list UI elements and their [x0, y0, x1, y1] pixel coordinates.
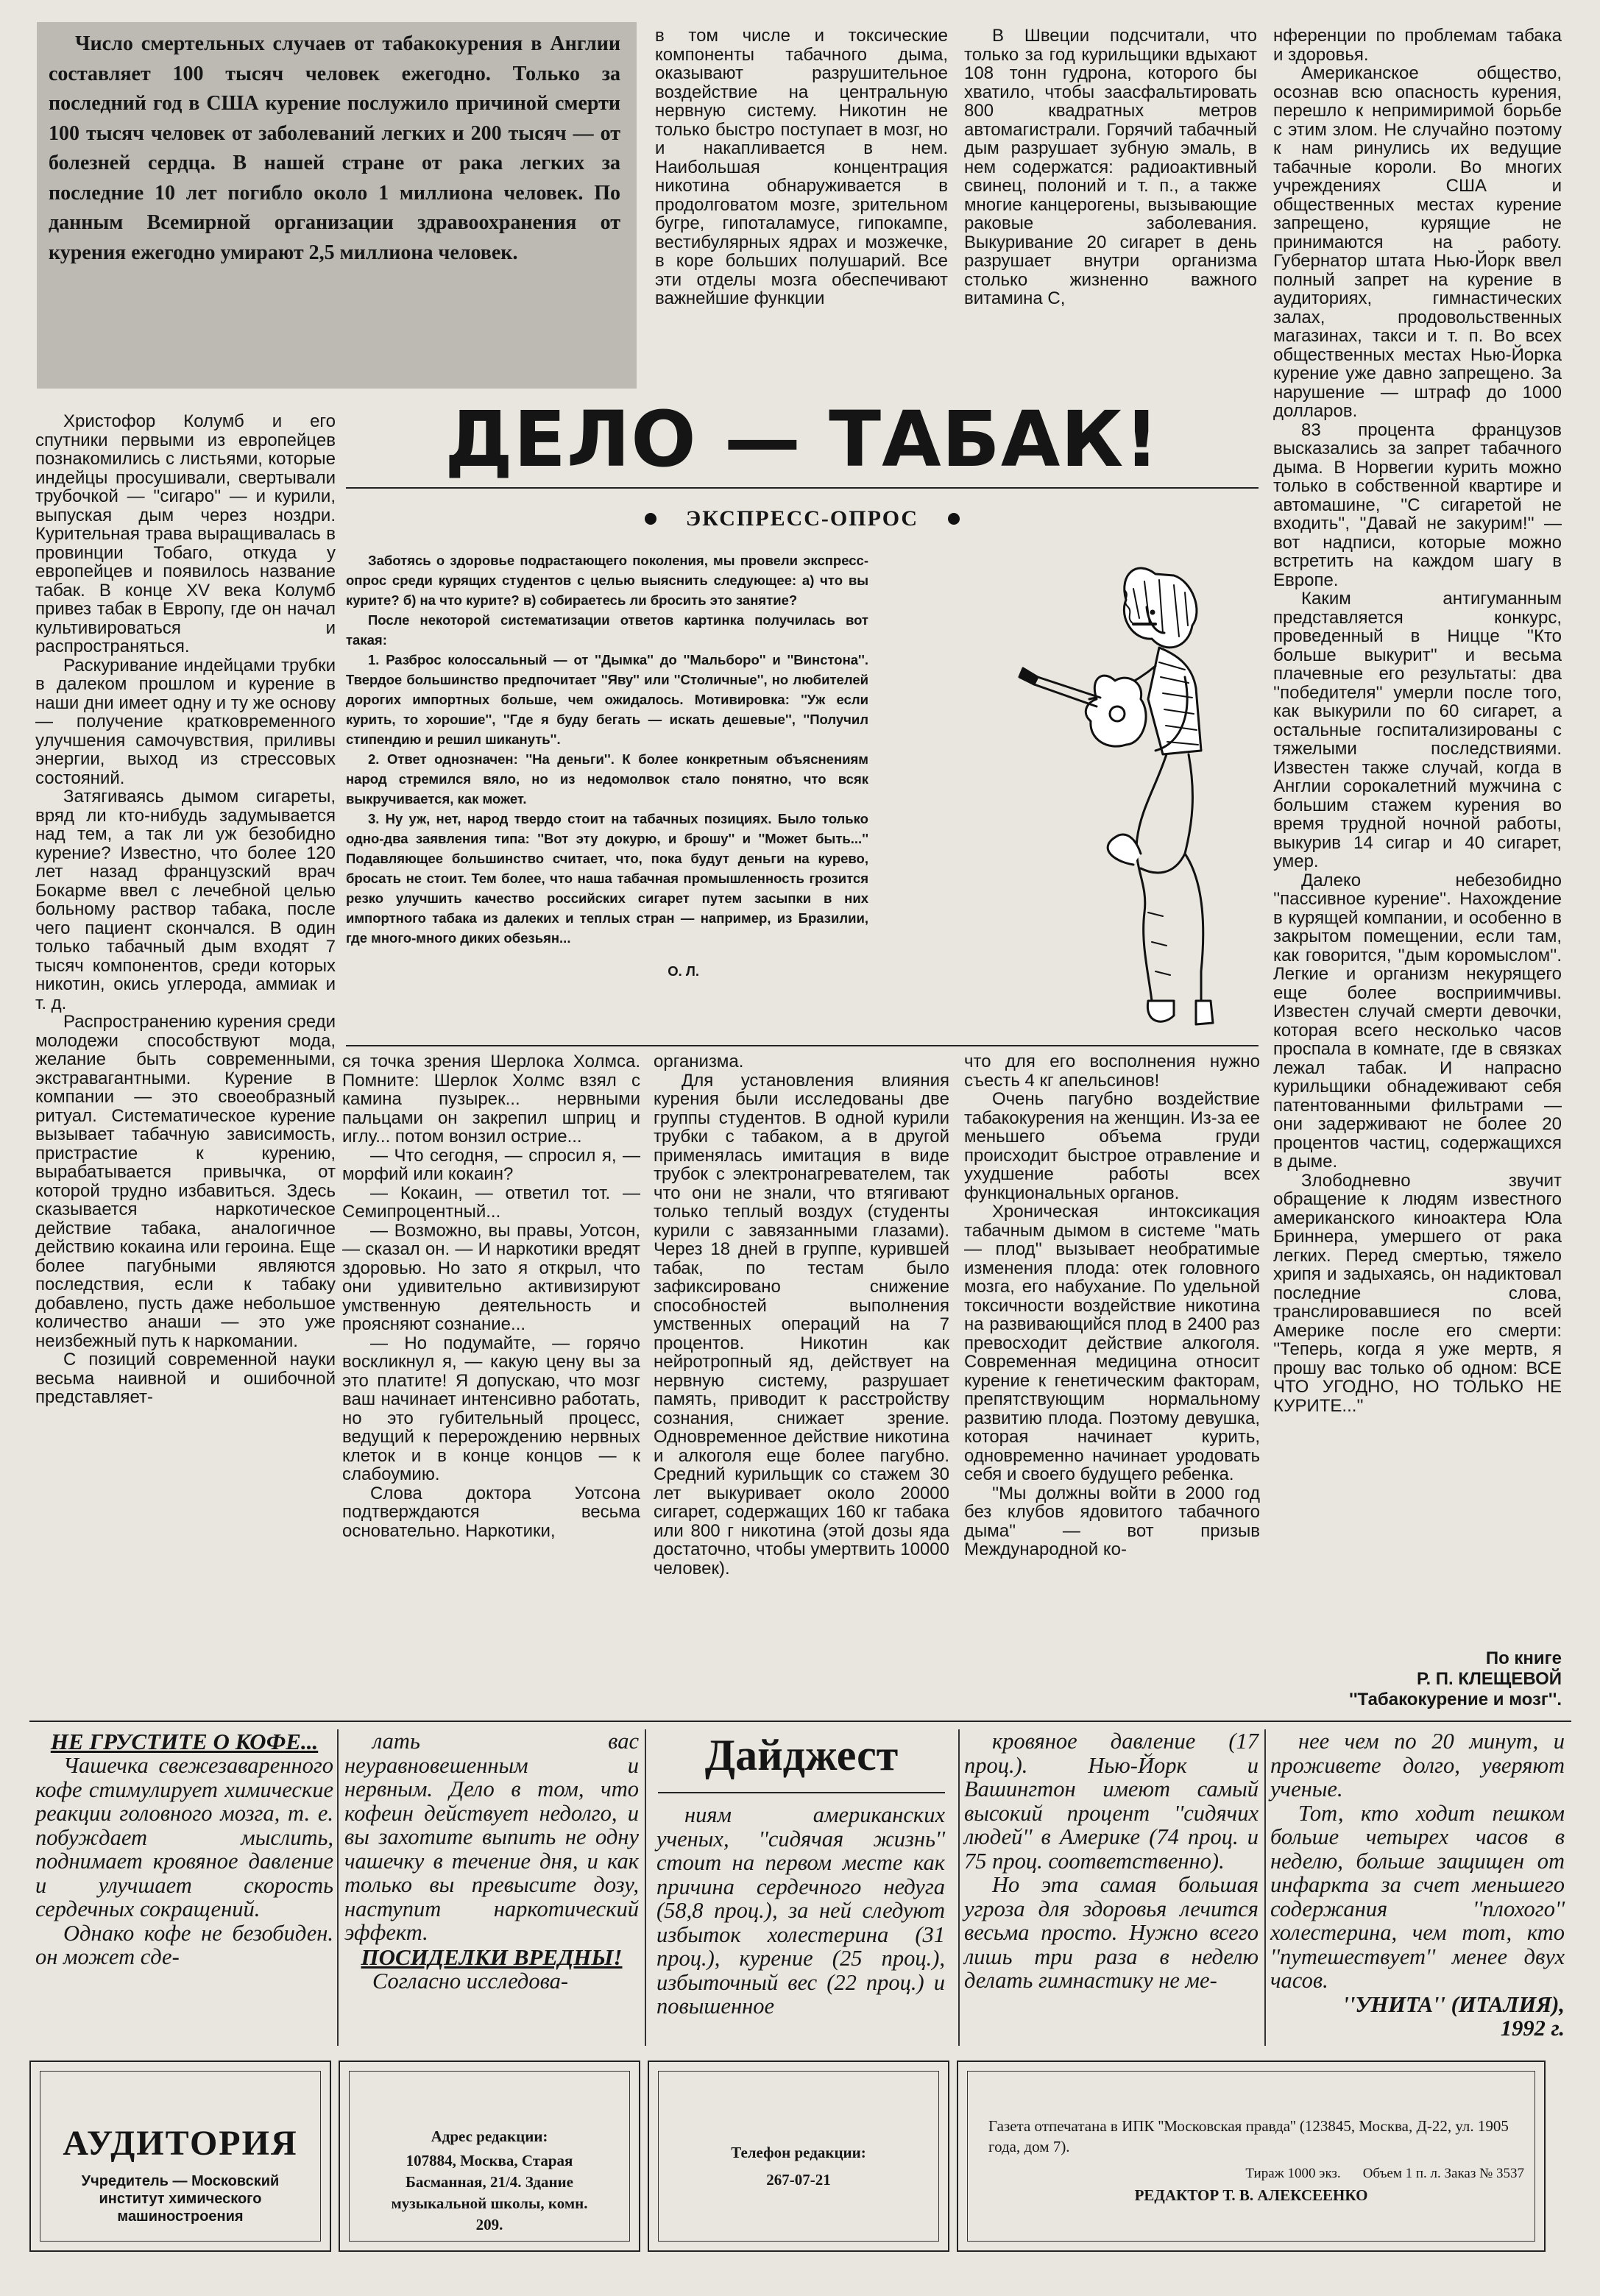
article-paragraph: что для его восполнения нужно съесть 4 кг апельсинов!	[964, 1052, 1260, 1091]
article-paragraph: Хроническая интоксикация табачным дымом в системе ''мать — плод'' вызывает необратимые изменения плода: отек головного мозга, его набухание. По удельной токсичности воздействие никотина на развивающийся плод в 2400 раз превосходит действие алкоголя. Современная медицина относит курение к генетическим факторам, препятствующим нормальному развитию плода. Поэтому девушка, которая начинает курить, одновременно начинает уродовать себя и своего будущего ребенка.	[964, 1202, 1260, 1484]
article-paragraph: Далеко небезобидно ''пассивное курение''. Нахождение в курящей компании, и особенно в закрытом помещении, если там, как говорится, ''дым коромыслом''. Легкие и организм некурящего еще более восприимчивы. Известен случай смерти девочки, которая всего несколько часов проспала в комнате, где в связках лежал табак. И напрасно курильщики обнадеживают себя патентованными фильтрами — они задерживают не более 20 процентов частиц, содержащихся в дыме.	[1273, 870, 1562, 1172]
footer-brand-box	[29, 2061, 331, 2252]
footer-inner-frame	[658, 2071, 939, 2242]
article-paragraph: Христофор Колумб и его спутники первыми из европейцев познакомились с листьями, которые индейцы просушивали, свертывали трубочкой — ''сигаро'' — и курили, выпуская дым через ноздри. Курительная трава выращивалась в провинции Тобаго, откуда у европейцев и появилось название табак. В конце XV века Колумб привез табак в Европу, где он начал культивироваться и распространяться.	[35, 411, 336, 656]
column-mid-2	[342, 1052, 640, 1715]
article-paragraph: Раскуривание индейцами трубки в далеком прошлом и курение в наши дни имеет одну и ту же основу — получение кратковременного улучшения самочувствия, приливы энергии, выход из стрессовых состояний.	[35, 655, 336, 788]
article-paragraph: В Швеции подсчитали, что только за год курильщики вдыхают 108 тонн гудрона, которого бы хватило, чтобы заасфальтировать 800 квадратных метров автомагистрали. Горячий табачный дым разрушает зубную эмаль, в нем содержатся: радиоактивный свинец, полоний и т. п., а также многие канцерогены, вызывающие раковые заболевания. Выкуривание 20 сигарет в день разрушает внутри организма столько жизненно важного витамина С,	[964, 26, 1257, 308]
digest-paragraph: Но эта самая большая угроза для здоровья лечится весьма просто. Нужно всего лишь три раза в неделю делать гимнастику не ме-	[964, 1872, 1259, 1993]
article-paragraph: организма.	[654, 1052, 744, 1071]
bullet-icon	[948, 513, 960, 525]
article-paragraph: нференции по проблемам табака и здоровья.	[1273, 26, 1562, 65]
article-paragraph: — Кокаин, — ответил тот. — Семипроцентный...	[342, 1183, 640, 1222]
article-paragraph: Затягиваясь дымом сигареты, вряд ли кто-нибудь задумывается над тем, а так ли уж безобидно курение? Известно, что более 120 лет назад французский врач Бокарме ввел с лечебной целью больному раствор табака, после чего пациент скончался. В один только табачный дым входят 7 тысяч компонентов, среди которых никотин, окись углерода, аммиак и т. д.	[35, 787, 336, 1013]
digest-column-5	[1270, 1729, 1565, 2046]
source-title: ''Табакокурение и мозг''.	[1349, 1690, 1562, 1709]
column-rule	[1264, 1729, 1266, 2046]
article-paragraph: С позиций современной науки весьма наивной и ошибочной представляет-	[35, 1350, 336, 1407]
circulation: Тираж 1000 экз.	[1245, 2166, 1341, 2181]
digest-column-1	[35, 1729, 333, 2046]
source-line: По книге	[1485, 1648, 1562, 1668]
circulation-row	[968, 2166, 1524, 2182]
column-top-3	[964, 26, 1257, 387]
digest-paragraph: Чашечка свежезаваренного кофе стимулирует химические реакции головного мозга, т. е. побуждает мыслить, поднимает кровяное давление и улучшает скорость сердечных сокращений.	[35, 1753, 333, 1921]
footer-inner-frame	[40, 2071, 321, 2242]
page-headline: ДЕЛО — ТАБАК!	[445, 394, 1160, 484]
article-paragraph: — Возможно, вы правы, Уотсон, — сказал он. — И наркотики вредят здоровью. Но зато я открыл, что они удивительно активизируют умственную деятельность и проясняют сознание...	[342, 1220, 640, 1334]
digest-paragraph: кровяное давление (17 проц.). Нью-Йорк и Вашингтон имеют самый высокий процент ''сидячих людей'' в Америке (74 проц. и 75 проц. соответственно).	[964, 1729, 1259, 1874]
article-paragraph: Для установления влияния курения были исследованы две группы студентов. В одной курили трубки с табаком, а в другой применялась имитация в виде трубок с электронагревателем, так что они не знали, что втягивают только теплый воздух (студенты курили с завязанными глазами). Через 18 дней в группе, курившей табак, по тестам было зафиксировано снижение способностей выполнения умственных операций на 7 процентов. Никотин как нейротропный яд, действует на нервную систему, разрушает память, приводит к расстройству сознания, снижает зрение. Одновременное действие никотина и алкоголя еще более пагубно. Средний курильщик со стажем 30 лет выкуривает около 20000 сигарет, содержащих 160 кг табака или 800 г никотина (этой дозы яда достаточно, чтобы умертвить 10000 человек).	[654, 1070, 949, 1578]
digest-heading: НЕ ГРУСТИТЕ О КОФЕ...	[50, 1729, 319, 1754]
survey-paragraph: 1. Разброс колоссальный — от ''Дымка'' до ''Мальборо'' и ''Винстона''. Твердое большинство предпочитает ''Яву'' или ''Столичные'', но любителей дорогих импортных больше, чем ожидалось. Мотивировка: ''Уж если курить, то хорошие'', ''Где я буду бегать — искать дешевые'', ''Получил стипендию и решил шикануть''.	[346, 652, 868, 747]
footer-address-box	[339, 2061, 640, 2252]
express-survey-text	[346, 550, 868, 1036]
footer-inner-frame	[967, 2071, 1535, 2242]
digest-paragraph: Согласно исследова-	[372, 1968, 569, 1994]
article-paragraph: в том числе и токсические компоненты табачного дыма, оказывают разрушительное воздействие на центральную нервную систему. Никотин не только быстро поступает в мозг, но и накапливается в нем. Наибольшая концентрация никотина обнаруживается в продолговатом мозге, зрительном бугре, гипоталамусе, гипокампе, вестибулярных ядрах и мозжечке, в коре больших полушарий. Все эти отделы мозга обеспечивают важнейшие функции	[655, 26, 948, 308]
divider	[346, 1045, 1259, 1046]
address-label: Адрес редакции:	[431, 2127, 548, 2145]
article-paragraph: Слова доктора Уотсона подтверждаются весьма основательно. Наркотики,	[342, 1483, 640, 1541]
section-title: ЭКСПРЕСС-ОПРОС	[685, 506, 919, 531]
digest-paragraph: лать вас неуравновешенным и нервным. Дело в том, что кофеин действует недолго, и вы захотите выпить не одну чашечку в течение дня, и как только вы превысите дозу, наступит наркотический эффект.	[344, 1729, 639, 1945]
article-paragraph: — Но подумайте, — горячо воскликнул я, — какую цену вы за это платите! Я допускаю, что мозг ваш начинает интенсивно работать, но это губительный процесс, ведущий к перерождению нервных клеток и в конце концов — к слабоумию.	[342, 1333, 640, 1484]
survey-signature: О. Л.	[668, 963, 699, 979]
article-paragraph: Каким антигуманным представляется конкурс, проведенный в Ницце ''Кто больше выкурит'' и весьма плачевные его результаты: два ''победителя'' умерли после того, как выкурили по 60 сигарет, а остальные госпитализированы с тяжелыми последствиями. Известен также случай, когда в Англии сорокалетний мужчина с большим стажем курения во время трудной ночной работы, выкурив 14 сигар и 40 сигарет, умер.	[1273, 589, 1562, 871]
digest-text	[656, 1803, 945, 2019]
digest-column-2	[344, 1729, 639, 2046]
smoking-guitarist-illustration	[1008, 530, 1273, 1038]
survey-paragraph: После некоторой систематизации ответов картинка получилась вот такая:	[346, 612, 868, 648]
founder-line: Учредитель — Московский институт химического машиностроения	[81, 2173, 280, 2225]
column-left	[35, 412, 336, 1715]
source-citation	[1273, 1648, 1562, 1715]
article-paragraph: — Что сегодня, — спросил я, — морфий или кокаин?	[342, 1145, 640, 1184]
volume-order: Объем 1 п. л. Заказ № 3537	[1362, 2166, 1524, 2181]
article-paragraph: Американское общество, осознав всю опасность курения, перешло к непримиримой борьбе с этим злом. Не случайно поэтому к нам ринулись их ведущие табачные короли. Во многих учреждениях США и общественных местах курение запрещено, курящие не принимаются на работу. Губернатор штата Нью-Йорк ввел полный запрет на курение в аудиториях, гимнастических залах, продовольственных магазинах, такси и т. п. Во всех общественных местах Нью-Йорка курение уже давно запрещено. За нарушение — штраф до 1000 долларов.	[1273, 63, 1562, 421]
divider	[346, 487, 1259, 489]
printing-info: Газета отпечатана в ИПК ''Московская правда'' (123845, Москва, Д-22, ул. 1905 года, дом 7).	[988, 2117, 1509, 2155]
column-rule	[958, 1729, 960, 2046]
bullet-icon	[645, 513, 656, 525]
digest-source-year: 1992 г.	[1500, 2016, 1565, 2041]
digest-paragraph: Однако кофе не безобиден. он может сде-	[35, 1920, 333, 1969]
column-rule	[337, 1729, 339, 2046]
column-top-2	[655, 26, 948, 387]
digest-column-3	[651, 1729, 952, 2046]
digest-column-4	[964, 1729, 1259, 2046]
digest-paragraph: ниям американских ученых, ''сидячая жизнь'' стоит на первом месте как причина сердечного недуга (58,8 проц.), за ней следуют избыток холестерина (31 проц.), курение (25 проц.), избыточный вес (22 проц.) и повышенное	[656, 1802, 945, 2019]
divider	[29, 1721, 1571, 1722]
survey-paragraph: 3. Ну уж, нет, народ твердо стоит на табачных позициях. Было только одно-два заявления типа: ''Вот эту докурю, и брошу'' и ''Может быть...'' Подавляющее большинство считает, что, пока будут деньги на курево, бросать не стоит. Тем более, что наша табачная промышленность грозится резко улучшить качество российских сигарет путем засыпки в них импортного табака из далеких и теплых стран — например, из Бразилии, где много-много диких обезьян...	[346, 811, 868, 946]
source-author: Р. П. КЛЕЩЕВОЙ	[1417, 1669, 1562, 1689]
digest-heading: ПОСИДЕЛКИ ВРЕДНЫ!	[361, 1944, 623, 1970]
editor-line: РЕДАКТОР Т. В. АЛЕКСЕЕНКО	[1134, 2186, 1368, 2204]
lead-paragraph: Число смертельных случаев от табакокурения в Англии составляет 100 тысяч человек ежегодно. Только за последний год в США курение послужило причиной смерти 100 тысяч человек от заболеваний легких и 200 тысяч — от болезней сердца. В нашей стране от рака легких за последние 10 лет погибло около 1 миллиона человек. По данным Всемирной организации здравоохранения от курения ежегодно умирают 2,5 миллиона человек.	[49, 32, 620, 264]
article-paragraph: Очень пагубно воздействие табакокурения на женщин. Из-за ее меньшего объема груди происходит быстрое отравление и ухудшение работы всех функциональных органов.	[964, 1089, 1260, 1203]
article-paragraph: 83 процента французов высказались за запрет табачного дыма. В Норвегии курить можно только в собственной квартире и автомашине, ''С сигаретой не входить'', ''Давай не закурим!'' — вот надписи, которые можно встретить на каждом шагу в Европе.	[1273, 419, 1562, 590]
phone-label: Телефон редакции:	[731, 2144, 866, 2161]
address-text: 107884, Москва, Старая Басманная, 21/4. Здание музыкальной школы, комн. 209.	[391, 2152, 588, 2233]
digest-title: Дайджест	[704, 1731, 899, 1779]
article-paragraph: ся точка зрения Шерлока Холмса. Помните: Шерлок Холмс взял с камина пузырек... нервными пальцами он закрепил шприц и иглу... потом вонзил острие...	[342, 1052, 640, 1147]
column-right	[1273, 26, 1562, 1675]
article-paragraph: Распространению курения среди молодежи способствуют мода, желание быть современными, экстравагантными. Курение в компании — это своеобразный ритуал. Систематическое курение вызывает табачную зависимость, пристрастие к курению, вырабатывается привычка, от которой трудно избавиться. Здесь сказывается наркотическое действие табака, аналогичное действию кокаина или героина. Еще более пагубными являются последствия, если к табаку добавлено, пусть даже небольшое количество анаши — это уже неизбежный путь к наркомании.	[35, 1012, 336, 1351]
digest-source: ''УНИТА'' (ИТАЛИЯ),	[1342, 1991, 1565, 2017]
lead-statistics-box	[37, 22, 637, 389]
digest-paragraph: Тот, кто ходит пешком больше четырех часов в неделю, больше защищен от инфаркта за счет меньшего содержания ''плохого'' холестерина, чем тот, кто ''путешествует'' менее двух часов.	[1270, 1800, 1565, 1993]
column-rule	[645, 1729, 646, 2046]
survey-paragraph: Заботясь о здоровье подрастающего поколения, мы провели экспресс-опрос среди курящих студентов с целью выяснить следующее: а) что вы курите? б) на что курите? в) собираетесь ли бросить это занятие?	[346, 553, 868, 608]
survey-paragraph: 2. Ответ однозначен: ''На деньги''. К более конкретным объяснениям народ стремился вяло, но из недомолвок стало понятно, что всяк выкручивается, как может.	[346, 751, 868, 807]
article-paragraph: Злободневно звучит обращение к людям известного американского киноактера Юла Бриннера, умершего от рака легких. Перед смертью, тяжело хрипя и задыхаясь, он надиктовал последние слова, транслировавшиеся по всей Америке после его смерти: ''Теперь, когда я уже мертв, я прошу вас только об одном: ВСЕ ЧТО УГОДНО, НО ТОЛЬКО НЕ КУРИТЕ...''	[1273, 1170, 1562, 1416]
newspaper-brand: АУДИТОРИЯ	[63, 2124, 298, 2163]
phone-number: 267-07-21	[766, 2171, 831, 2189]
article-paragraph: ''Мы должны войти в 2000 год без клубов ядовитого табачного дыма'' — вот призыв Международной ко-	[964, 1483, 1260, 1559]
column-mid-4	[964, 1052, 1260, 1715]
footer-inner-frame	[349, 2071, 630, 2242]
footer-imprint-box	[957, 2061, 1546, 2252]
divider	[658, 1792, 945, 1793]
footer-phone-box	[648, 2061, 949, 2252]
column-mid-3	[654, 1052, 949, 1715]
digest-paragraph: нее чем по 20 минут, и проживете долго, уверяют ученые.	[1270, 1729, 1565, 1801]
